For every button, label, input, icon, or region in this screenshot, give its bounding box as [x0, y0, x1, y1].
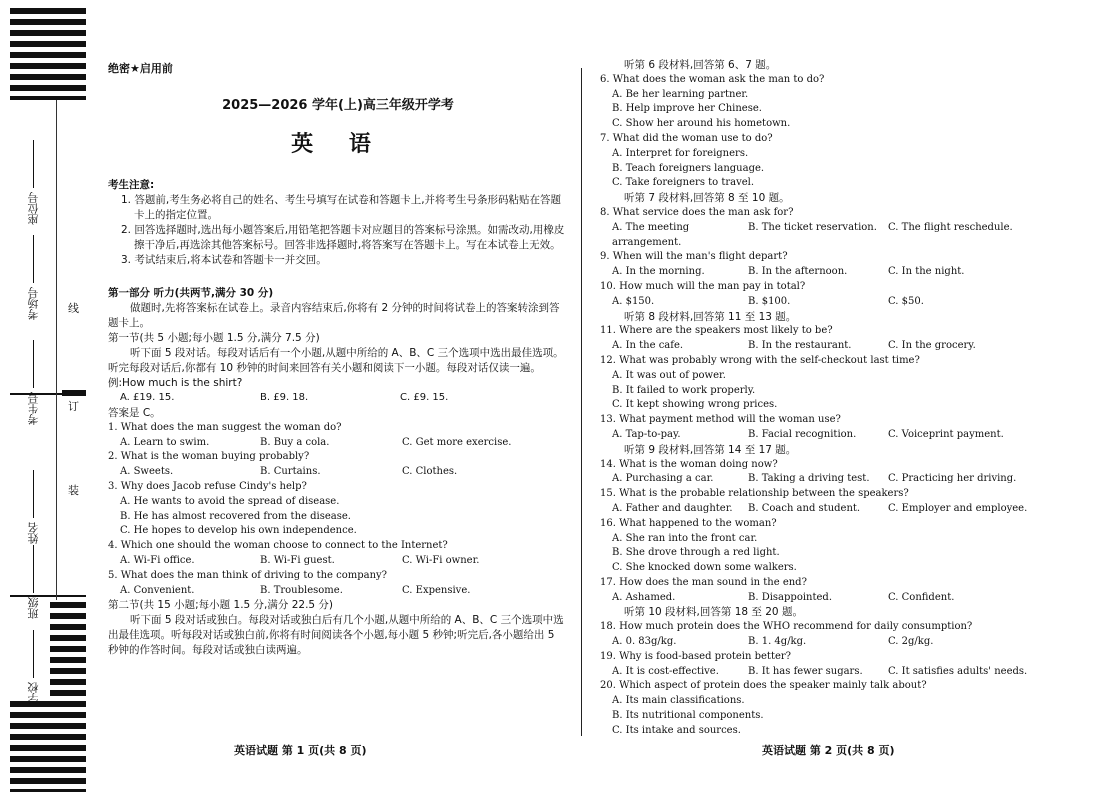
question-item	[600, 324, 1030, 354]
binding-line	[56, 100, 57, 600]
section2-title: 第二节(共 15 小题;每小题 1.5 分,满分 22.5 分)	[108, 599, 334, 612]
question-item	[600, 280, 1030, 310]
question-stem: 10. How much will the man pay in total?	[600, 280, 806, 292]
question-options	[108, 465, 568, 480]
answer-option: C. Get more exercise.	[402, 436, 512, 448]
question-item	[600, 650, 1030, 680]
answer-option: B. Buy a cola.	[260, 436, 330, 448]
question-options	[600, 295, 1030, 310]
question-stem: 15. What is the probable relationship between the speakers?	[600, 488, 909, 500]
question-stem: 19. Why is food-based protein better?	[600, 650, 792, 662]
question-options	[600, 591, 1030, 606]
answer-option: A. He wants to avoid the spread of disease.	[120, 495, 340, 507]
answer-option: A. The meeting arrangement.	[612, 221, 690, 248]
section2	[108, 598, 568, 658]
listening-instruction: 听第 6 段材料,回答第 6、7 题。	[624, 59, 777, 71]
answer-option: A. Interpret for foreigners.	[612, 147, 749, 159]
answer-option: C. Voiceprint payment.	[888, 428, 1004, 440]
answer-option: A. Father and daughter.	[612, 502, 733, 514]
footer-page-2: 英语试题 第 2 页(共 8 页)	[762, 744, 895, 757]
answer-option: C. He hopes to develop his own independence.	[120, 525, 357, 537]
exam-title: 2025—2026 学年(上)高三年级开学考	[222, 98, 454, 113]
question-stem: 1. What does the man suggest the woman do?	[108, 421, 342, 433]
question-stem: 11. Where are the speakers most likely to be?	[600, 325, 833, 337]
answer-option: B. Facial recognition.	[748, 428, 857, 440]
answer-option: C. It kept showing wrong prices.	[612, 399, 778, 411]
answer-option: C. Practicing her driving.	[888, 473, 1017, 485]
footer-page-1: 英语试题 第 1 页(共 8 页)	[234, 744, 367, 757]
answer-option: A. Ashamed.	[612, 591, 676, 603]
section1-intro: 听下面 5 段对话。每段对话后有一个小题,从题中所给的 A、B、C 三个选项中选出最佳选项。听完每段对话后,你都有 10 秒钟的时间来回答有关小题和阅读下一小题。每段对话仅读一遍。	[108, 347, 564, 374]
question-stem: 20. Which aspect of protein does the speaker mainly talk about?	[600, 680, 927, 692]
question-item	[600, 458, 1030, 488]
question-stem: 12. What was probably wrong with the self-checkout last time?	[600, 354, 920, 366]
notice-item: 2. 回答选择题时,选出每小题答案后,用铅笔把答题卡对应题目的答案标号涂黑。如需改动,用橡皮擦干净后,再选涂其他答案标号。回答非选择题时,将答案写在答题卡上。写在本试卷上无效。	[121, 224, 565, 251]
answer-option: C. In the grocery.	[888, 340, 976, 352]
question-stem: 5. What does the man think of driving to the company?	[108, 569, 388, 581]
answer-option: C. 2g/kg.	[888, 636, 934, 648]
answer-option: A. Sweets.	[120, 466, 174, 478]
question-options	[600, 428, 1030, 443]
question-stem: 17. How does the man sound in the end?	[600, 576, 807, 588]
notice-title: 考生注意:	[108, 179, 155, 191]
answer-option: B. $100.	[748, 295, 791, 307]
listening-instruction: 听第 10 段材料,回答第 18 至 20 题。	[624, 606, 803, 619]
answer-option: B. It failed to work properly.	[612, 384, 756, 396]
question-item	[600, 132, 1030, 191]
question-options	[600, 502, 1030, 517]
question-item	[108, 450, 568, 480]
question-options	[600, 339, 1030, 354]
question-options	[108, 584, 568, 599]
question-stem: 18. How much protein does the WHO recommend for daily consumption?	[600, 621, 973, 633]
part1-title: 第一部分 听力(共两节,满分 30 分)	[108, 287, 274, 299]
column-divider	[581, 68, 582, 736]
answer-option: A. Tap-to-pay.	[612, 428, 681, 440]
answer-option: A. Learn to swim.	[120, 436, 210, 448]
answer-option: B. Teach foreigners language.	[612, 162, 765, 174]
answer-option: C. $50.	[888, 295, 924, 307]
answer-option: B. In the afternoon.	[748, 266, 848, 278]
answer-option: C. The flight reschedule.	[888, 221, 1013, 233]
example-answer: 答案是 C。	[108, 406, 161, 419]
answer-option: A. $150.	[612, 295, 655, 307]
answer-option: A. It was out of power.	[612, 369, 726, 381]
answer-option: B. In the restaurant.	[748, 340, 852, 352]
school-field: 学校	[26, 630, 42, 704]
question-stem: 4. Which one should the woman choose to connect to the Internet?	[108, 540, 448, 552]
question-stem: 14. What is the woman doing now?	[600, 458, 778, 470]
question-options	[600, 221, 1030, 251]
question-options	[600, 665, 1030, 680]
question-options	[600, 635, 1030, 650]
section2-intro: 听下面 5 段对话或独白。每段对话或独白后有几个小题,从题中所给的 A、B、C 三个选项中选出最佳选项。听每段对话或独白前,你将有时间阅读各个小题,每小题 5 秒钟;听完后,各小题给出 5 秒钟的作答时间。每段对话或独白读两遍。	[108, 614, 564, 657]
example-option: C. £9. 15.	[400, 392, 449, 403]
answer-option: B. Its nutritional components.	[612, 710, 764, 722]
answer-option: A. She ran into the front car.	[612, 532, 758, 544]
question-item	[600, 487, 1030, 517]
question-item	[600, 354, 1030, 413]
answer-option: C. Confident.	[888, 591, 955, 603]
example-option: A. £19. 15.	[120, 392, 175, 403]
answer-option: B. Taking a driving test.	[748, 473, 870, 485]
question-item	[600, 206, 1030, 250]
subject-title: 英 语	[291, 132, 385, 157]
cut-mark-line: 线	[68, 302, 79, 315]
page-1	[108, 60, 568, 658]
answer-option: B. The ticket reservation.	[748, 221, 877, 233]
answer-option: B. She drove through a red light.	[612, 547, 780, 559]
answer-option: C. Take foreigners to travel.	[612, 177, 755, 189]
notice-box	[108, 178, 568, 268]
answer-option: A. Its main classifications.	[612, 695, 745, 707]
question-item	[108, 421, 568, 451]
question-item	[600, 576, 1030, 606]
binding-margin	[0, 0, 100, 800]
answer-option: A. Be her learning partner.	[612, 88, 749, 100]
answer-option: A. In the cafe.	[612, 340, 684, 352]
part1-section	[108, 286, 568, 421]
answer-option: B. Curtains.	[260, 466, 321, 478]
question-options	[108, 436, 568, 451]
question-options	[108, 554, 568, 569]
cut-mark-staple: 装	[68, 484, 79, 497]
answer-option: B. He has almost recovered from the disease.	[120, 510, 351, 522]
question-item	[600, 620, 1030, 650]
listening-instruction: 听第 8 段材料,回答第 11 至 13 题。	[624, 310, 797, 323]
answer-option: C. Expensive.	[402, 584, 471, 596]
answer-option: A. Purchasing a car.	[612, 473, 714, 485]
answer-option: A. Convenient.	[120, 584, 195, 596]
answer-option: A. It is cost-effective.	[612, 665, 719, 677]
example-question: 例:How much is the shirt?	[108, 377, 243, 389]
answer-option: B. 1. 4g/kg.	[748, 636, 807, 648]
question-stem: 8. What service does the man ask for?	[600, 206, 794, 218]
question-options	[600, 472, 1030, 487]
answer-option: B. Coach and student.	[748, 502, 861, 514]
part1-intro: 做题时,先将答案标在试卷上。录音内容结束后,你将有 2 分钟的时间将试卷上的答案转涂到答题卡上。	[108, 302, 560, 329]
answer-option: B. Wi-Fi guest.	[260, 554, 335, 566]
question-item	[108, 569, 568, 599]
notice-item: 1. 答题前,考生务必将自己的姓名、考生号填写在试卷和答题卡上,并将考生号条形码粘贴在答题卡上的指定位置。	[121, 194, 562, 221]
section1-title: 第一节(共 5 小题;每小题 1.5 分,满分 7.5 分)	[108, 332, 320, 344]
answer-option: B. Disappointed.	[748, 591, 832, 603]
question-item	[108, 480, 568, 539]
answer-option: A. In the morning.	[612, 266, 705, 278]
answer-option: A. Wi-Fi office.	[120, 554, 195, 566]
question-item	[108, 539, 568, 569]
question-item	[600, 73, 1030, 132]
answer-option: B. It has fewer sugars.	[748, 665, 863, 677]
question-stem: 9. When will the man's flight depart?	[600, 251, 788, 263]
page-2	[600, 58, 1030, 739]
answer-option: C. Wi-Fi owner.	[402, 554, 480, 566]
answer-option: C. Clothes.	[402, 466, 458, 478]
question-item	[600, 679, 1030, 738]
right-question-list	[600, 58, 1030, 739]
question-item	[600, 250, 1030, 280]
left-question-list	[108, 421, 568, 599]
answer-option: B. Troublesome.	[260, 584, 343, 596]
answer-option: C. In the night.	[888, 266, 965, 278]
seat-number-field: 座位号	[26, 140, 42, 225]
listening-instruction: 听第 9 段材料,回答第 14 至 17 题。	[624, 443, 797, 456]
answer-option: C. Its intake and sources.	[612, 724, 741, 736]
example-option: B. £9. 18.	[260, 392, 309, 403]
cut-mark-bind: 订	[68, 400, 79, 413]
confidential-label: 绝密★启用前	[108, 62, 173, 75]
answer-option: A. 0. 83g/kg.	[612, 636, 677, 648]
class-field: 班级	[26, 545, 42, 619]
exam-room-field: 考场号	[26, 235, 42, 320]
question-item	[600, 413, 1030, 443]
question-stem: 7. What did the woman use to do?	[600, 132, 773, 144]
question-stem: 2. What is the woman buying probably?	[108, 451, 310, 463]
example-options	[108, 391, 568, 406]
question-stem: 13. What payment method will the woman use?	[600, 414, 841, 426]
question-stem: 3. Why does Jacob refuse Cindy's help?	[108, 480, 307, 492]
question-options	[600, 265, 1030, 280]
answer-option: C. She knocked down some walkers.	[612, 562, 797, 574]
name-field: 姓名	[26, 470, 42, 544]
question-stem: 16. What happened to the woman?	[600, 517, 777, 529]
question-item	[600, 517, 1030, 576]
candidate-number-field: 考生号	[26, 340, 42, 425]
answer-option: C. It satisfies adults' needs.	[888, 665, 1028, 677]
question-stem: 6. What does the woman ask the man to do?	[600, 73, 825, 85]
answer-option: C. Show her around his hometown.	[612, 118, 791, 130]
notice-item: 3. 考试结束后,将本试卷和答题卡一并交回。	[121, 254, 327, 266]
listening-instruction: 听第 7 段材料,回答第 8 至 10 题。	[624, 192, 790, 205]
answer-option: B. Help improve her Chinese.	[612, 103, 762, 115]
answer-option: C. Employer and employee.	[888, 502, 1028, 514]
